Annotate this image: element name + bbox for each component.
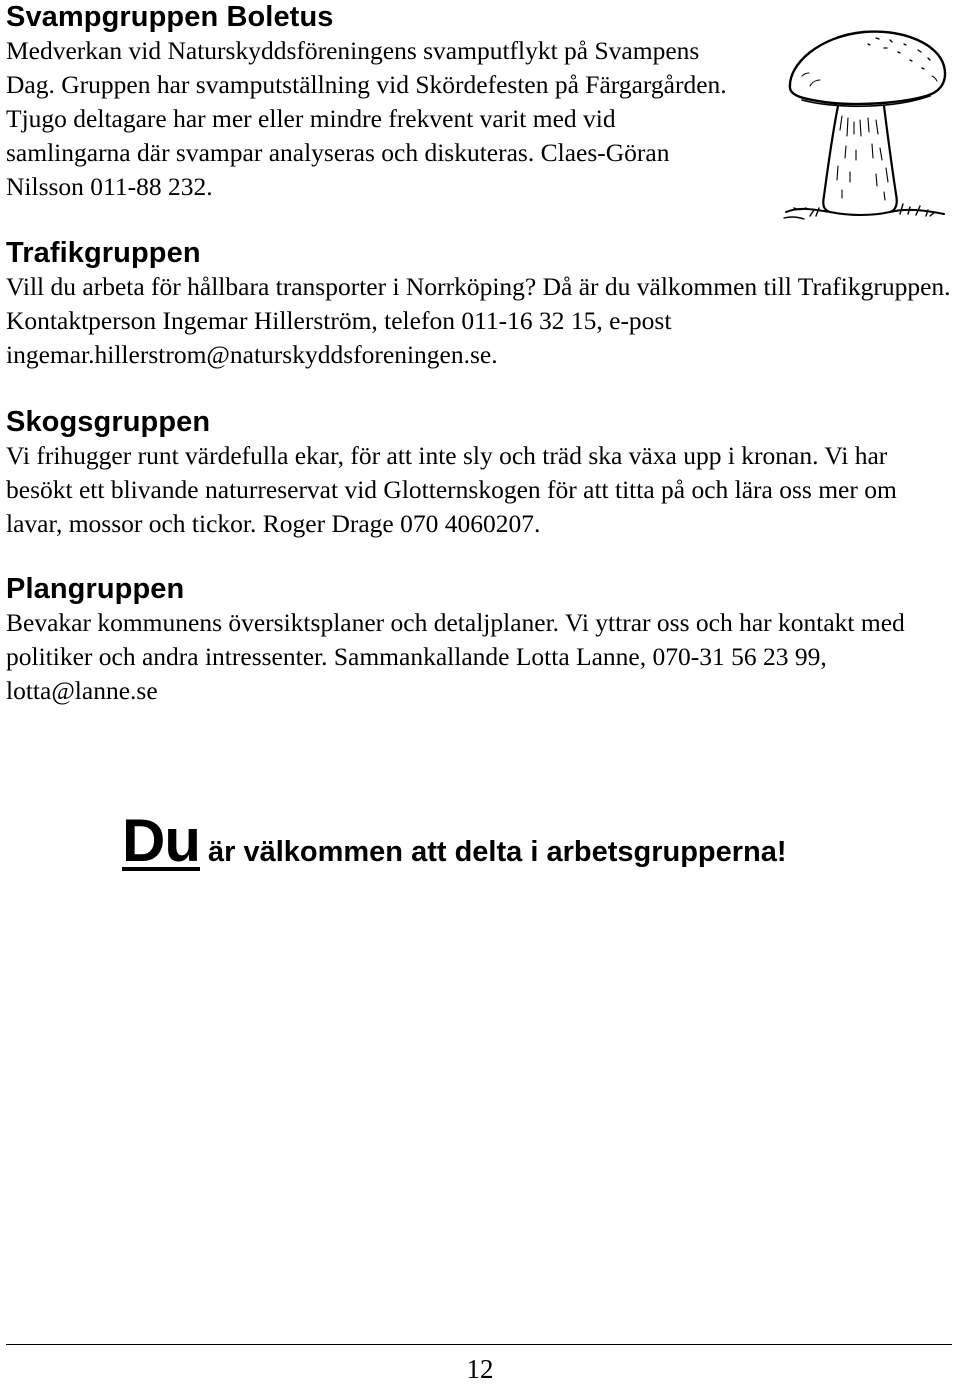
section-heading: Trafikgruppen xyxy=(6,237,201,269)
section-heading: Svampgruppen Boletus xyxy=(6,1,334,33)
section-svampgruppen xyxy=(6,0,746,204)
footer-rule xyxy=(6,1344,952,1345)
page-number: 12 xyxy=(466,1354,494,1384)
welcome-big-word: Du xyxy=(122,807,200,874)
section-heading: Plangruppen xyxy=(6,573,185,605)
section-trafikgruppen xyxy=(6,236,956,372)
section-body: Vill du arbeta för hållbara transporter i Norrköping? Då är du välkommen till Trafikgruppen. Kontaktperson Ingemar Hillerström, telefon 011-16 32 15, e-post ingemar.hillerstrom@naturskyddsforeningen.se. xyxy=(6,272,951,369)
welcome-text: är välkommen att delta i arbetsgrupperna! xyxy=(207,836,787,868)
welcome-banner xyxy=(122,806,787,876)
section-heading: Skogsgruppen xyxy=(6,406,211,438)
section-body: Medverkan vid Naturskyddsföreningens svamputflykt på Svampens Dag. Gruppen har svamputställning vid Skördefesten på Färgargården. Tjugo deltagare har mer eller mindre frekvent varit med vid samlingarna där svampar analyseras och diskuteras. Claes-Göran Nilsson 011-88 232. xyxy=(6,36,727,201)
section-body: Bevakar kommunens översiktsplaner och detaljplaner. Vi yttrar oss och har kontakt med politiker och andra intressenter. Sammankallande Lotta Lanne, 070-31 56 23 99, lotta@lanne.se xyxy=(6,608,905,705)
section-body: Vi frihugger runt värdefulla ekar, för att inte sly och träd ska växa upp i kronan. Vi har besökt ett blivande naturreservat vid Glotternskogen för att titta på och lära oss mer om lavar, mossor och tickor. Roger Drage 070 4060207. xyxy=(6,441,897,538)
section-skogsgruppen xyxy=(6,405,956,541)
mushroom-illustration xyxy=(780,26,950,226)
section-plangruppen xyxy=(6,572,956,708)
